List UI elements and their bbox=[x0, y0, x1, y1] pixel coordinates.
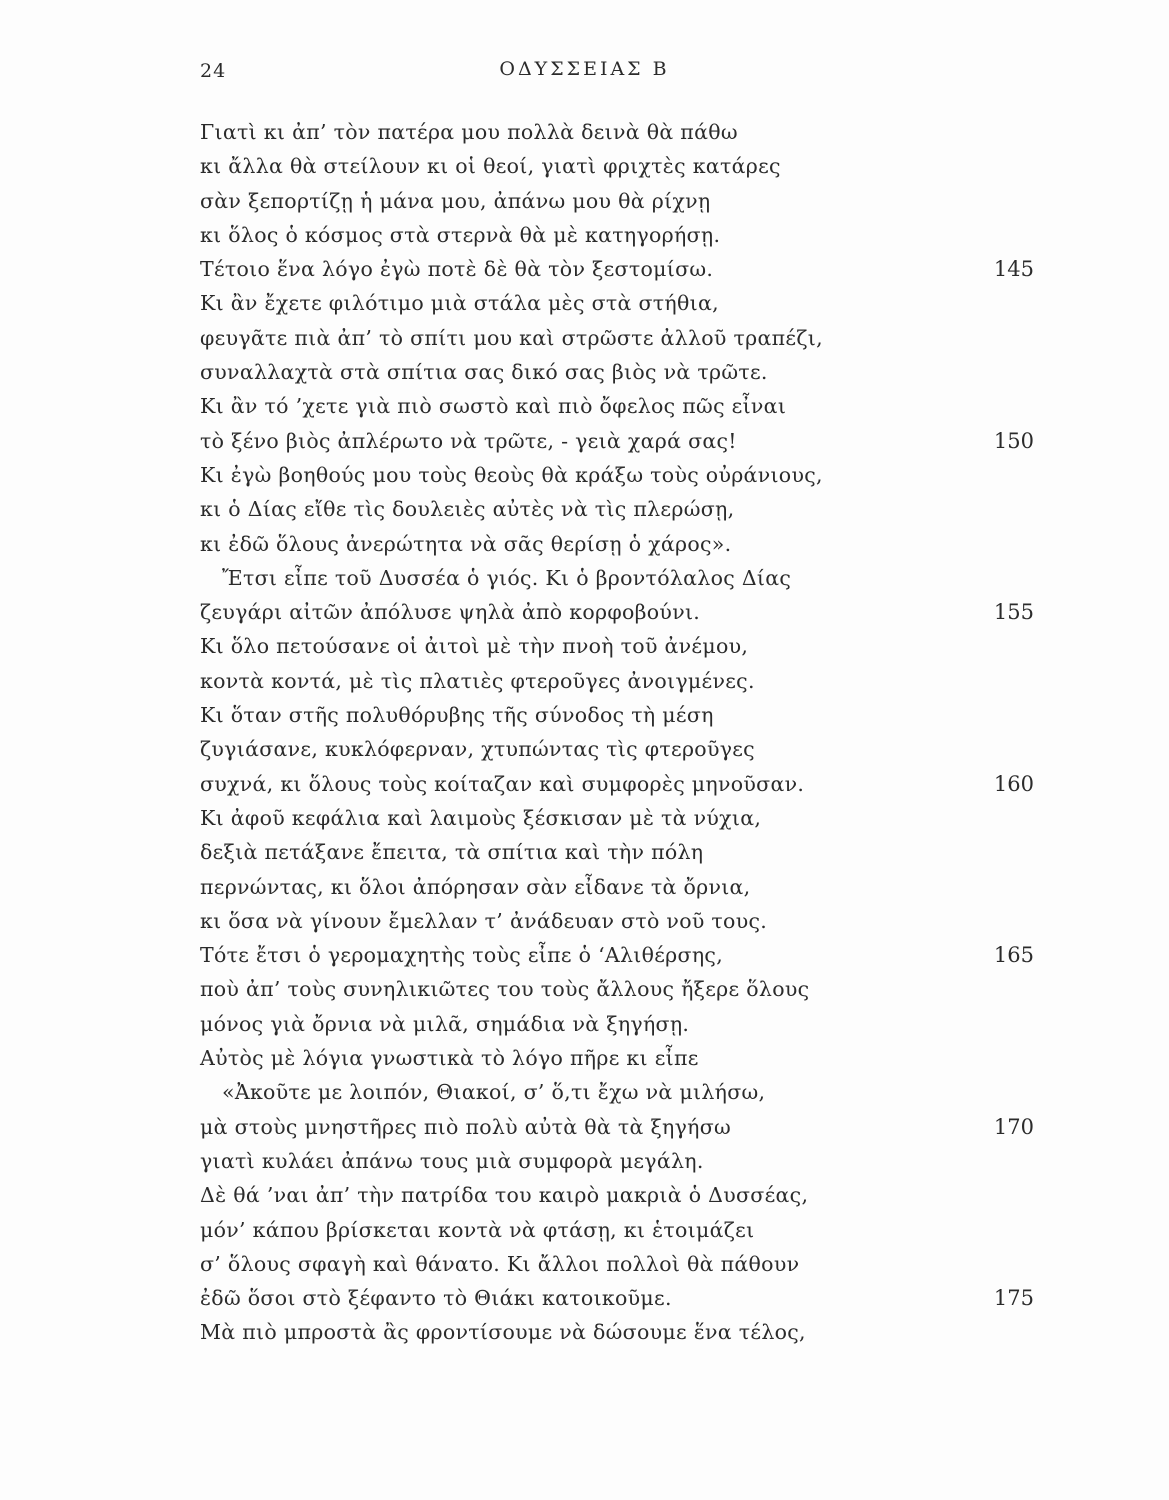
verse-line bbox=[0, 664, 1169, 698]
verse-text: Τότε ἔτσι ὁ γερομαχητὴς τοὺς εἶπε ὁ ‘Αλιθέρσης, bbox=[200, 943, 724, 968]
verse-text: ἐδῶ ὅσοι στὸ ξέφαντο τὸ Θιάκι κατοικοῦμε. bbox=[200, 1286, 672, 1311]
verse-text: δεξιὰ πετάξανε ἔπειτα, τὰ σπίτια καὶ τὴν πόλη bbox=[200, 840, 704, 865]
verse-text: σὰν ξεπορτίζῃ ἡ μάνα μου, ἀπάνω μου θὰ ρίχνῃ bbox=[200, 188, 711, 213]
verse-line bbox=[0, 561, 1169, 595]
verse-line bbox=[0, 389, 1169, 423]
verse-line bbox=[0, 629, 1169, 663]
page-number: 24 bbox=[200, 60, 227, 82]
verse-line bbox=[0, 492, 1169, 526]
verse-line bbox=[0, 355, 1169, 389]
verse-line bbox=[0, 149, 1169, 183]
verse-line bbox=[0, 595, 1169, 629]
verse-text: Γιατὶ κι ἀπ’ τὸν πατέρα μου πολλὰ δεινὰ θὰ πάθω bbox=[200, 120, 738, 144]
verse-text: Κι ἐγὼ βοηθούς μου τοὺς θεοὺς θὰ κράξω τοὺς οὐράνιους, bbox=[200, 462, 823, 487]
verse-line bbox=[0, 184, 1169, 218]
verse-line bbox=[0, 767, 1169, 801]
verse-line bbox=[0, 1247, 1169, 1281]
verse-text: περνώντας, κι ὅλοι ἀπόρησαν σὰν εἶδανε τὰ ὄρνια, bbox=[200, 874, 751, 899]
verse-text: «Ἀκοῦτε με λοιπόν, Θιακοί, σ’ ὅ,τι ἔχω νὰ μιλήσω, bbox=[222, 1080, 766, 1105]
verse-text: ποὺ ἀπ’ τοὺς συνηλικιῶτες του τοὺς ἄλλους ἤξερε ὅλους bbox=[200, 977, 810, 1002]
verse-text: ζυγιάσανε, κυκλόφερναν, χτυπώντας τὶς φτεροῦγες bbox=[200, 737, 755, 762]
verse-text: μόν’ κάπου βρίσκεται κοντὰ νὰ φτάσῃ, κι ἑτοιμάζει bbox=[200, 1217, 755, 1242]
verse-text: Κι ὅλο πετούσανε οἱ ἀιτοὶ μὲ τὴν πνοὴ τοῦ ἀνέμου, bbox=[200, 634, 749, 659]
verse-line bbox=[0, 1007, 1169, 1041]
verse-text: κι ὁ Δίας εἴθε τὶς δουλειὲς αὐτὲς νὰ τὶς πλερώσῃ, bbox=[200, 497, 735, 522]
verse-text: μόνος γιὰ ὄρνια νὰ μιλᾶ, σημάδια νὰ ξηγήσῃ. bbox=[200, 1011, 690, 1036]
line-number: 145 bbox=[993, 257, 1034, 282]
poem-text bbox=[0, 115, 1169, 1350]
line-number: 175 bbox=[993, 1286, 1034, 1311]
verse-line bbox=[0, 252, 1169, 286]
verse-line bbox=[0, 527, 1169, 561]
verse-text: Δὲ θά ’ναι ἀπ’ τὴν πατρίδα του καιρὸ μακριὰ ὁ Δυσσέας, bbox=[200, 1183, 809, 1208]
verse-text: κοντὰ κοντά, μὲ τὶς πλατιὲς φτεροῦγες ἀνοιγμένες. bbox=[200, 668, 755, 693]
verse-text: Κι ὅταν στῆς πολυθόρυβης τῆς σύνοδος τὴ μέση bbox=[200, 703, 714, 728]
line-number: 150 bbox=[993, 428, 1034, 453]
verse-text: Τέτοιο ἕνα λόγο ἐγὼ ποτὲ δὲ θὰ τὸν ξεστομίσω. bbox=[200, 257, 714, 282]
running-title: ΟΔΥΣΣΕΙΑΣ Β bbox=[499, 58, 670, 80]
verse-text: Μὰ πιὸ μπροστὰ ἂς φροντίσουμε νὰ δώσουμε ἕνα τέλος, bbox=[200, 1320, 806, 1345]
verse-text: κι ἐδῶ ὅλους ἀνερώτητα νὰ σᾶς θερίσῃ ὁ χάρος». bbox=[200, 531, 732, 556]
verse-line bbox=[0, 1178, 1169, 1212]
line-number: 170 bbox=[993, 1114, 1034, 1139]
verse-line bbox=[0, 286, 1169, 320]
verse-text: σ’ ὅλους σφαγὴ καὶ θάνατο. Κι ἄλλοι πολλοὶ θὰ πάθουν bbox=[200, 1251, 800, 1276]
verse-text: Ἔτσι εἶπε τοῦ Δυσσέα ὁ γιός. Κι ὁ βροντόλαλος Δίας bbox=[222, 565, 792, 590]
verse-text: κι ἄλλα θὰ στείλουν κι οἱ θεοί, γιατὶ φριχτὲς κατάρες bbox=[200, 154, 781, 179]
verse-text: κι ὅσα νὰ γίνουν ἔμελλαν τ’ ἀνάδευαν στὸ νοῦ τους. bbox=[200, 908, 768, 933]
verse-text: Αὐτὸς μὲ λόγια γνωστικὰ τὸ λόγο πῆρε κι εἶπε bbox=[200, 1046, 699, 1071]
line-number: 155 bbox=[993, 600, 1034, 625]
verse-line bbox=[0, 938, 1169, 972]
verse-line bbox=[0, 1315, 1169, 1349]
verse-line bbox=[0, 321, 1169, 355]
verse-text: συχνά, κι ὅλους τοὺς κοίταζαν καὶ συμφορὲς μηνοῦσαν. bbox=[200, 771, 805, 796]
verse-line bbox=[0, 115, 1169, 149]
verse-line bbox=[0, 904, 1169, 938]
line-number: 165 bbox=[993, 943, 1034, 968]
verse-text: φευγᾶτε πιὰ ἀπ’ τὸ σπίτι μου καὶ στρῶστε ἀλλοῦ τραπέζι, bbox=[200, 325, 823, 350]
verse-line bbox=[0, 218, 1169, 252]
verse-line bbox=[0, 732, 1169, 766]
verse-text: κι ὅλος ὁ κόσμος στὰ στερνὰ θὰ μὲ κατηγορήσῃ. bbox=[200, 222, 721, 247]
verse-text: Κι ἂν ἔχετε φιλότιμο μιὰ στάλα μὲς στὰ στήθια, bbox=[200, 291, 719, 316]
verse-line bbox=[0, 1213, 1169, 1247]
verse-line bbox=[0, 1110, 1169, 1144]
verse-text: Κι ἂν τό ’χετε γιὰ πιὸ σωστὸ καὶ πιὸ ὄφελος πῶς εἶναι bbox=[200, 394, 787, 419]
line-number: 160 bbox=[993, 771, 1034, 796]
verse-text: ζευγάρι αἰτῶν ἀπόλυσε ψηλὰ ἀπὸ κορφοβούνι. bbox=[200, 600, 701, 625]
verse-line bbox=[0, 1041, 1169, 1075]
verse-line bbox=[0, 1144, 1169, 1178]
verse-text: μὰ στοὺς μνηστῆρες πιὸ πολὺ αὐτὰ θὰ τὰ ξηγήσω bbox=[200, 1114, 732, 1139]
verse-line bbox=[0, 424, 1169, 458]
verse-line bbox=[0, 801, 1169, 835]
verse-line bbox=[0, 835, 1169, 869]
verse-line bbox=[0, 698, 1169, 732]
verse-line bbox=[0, 870, 1169, 904]
verse-line bbox=[0, 1075, 1169, 1109]
verse-line bbox=[0, 1281, 1169, 1315]
verse-text: γιατὶ κυλάει ἀπάνω τους μιὰ συμφορὰ μεγάλη. bbox=[200, 1148, 704, 1173]
verse-text: συναλλαχτὰ στὰ σπίτια σας δικό σας βιὸς νὰ τρῶτε. bbox=[200, 360, 768, 385]
verse-text: τὸ ξένο βιὸς ἀπλέρωτο νὰ τρῶτε, - γειὰ χαρά σας! bbox=[200, 428, 737, 453]
verse-line bbox=[0, 458, 1169, 492]
verse-text: Κι ἀφοῦ κεφάλια καὶ λαιμοὺς ξέσκισαν μὲ τὰ νύχια, bbox=[200, 805, 762, 830]
verse-line bbox=[0, 972, 1169, 1006]
